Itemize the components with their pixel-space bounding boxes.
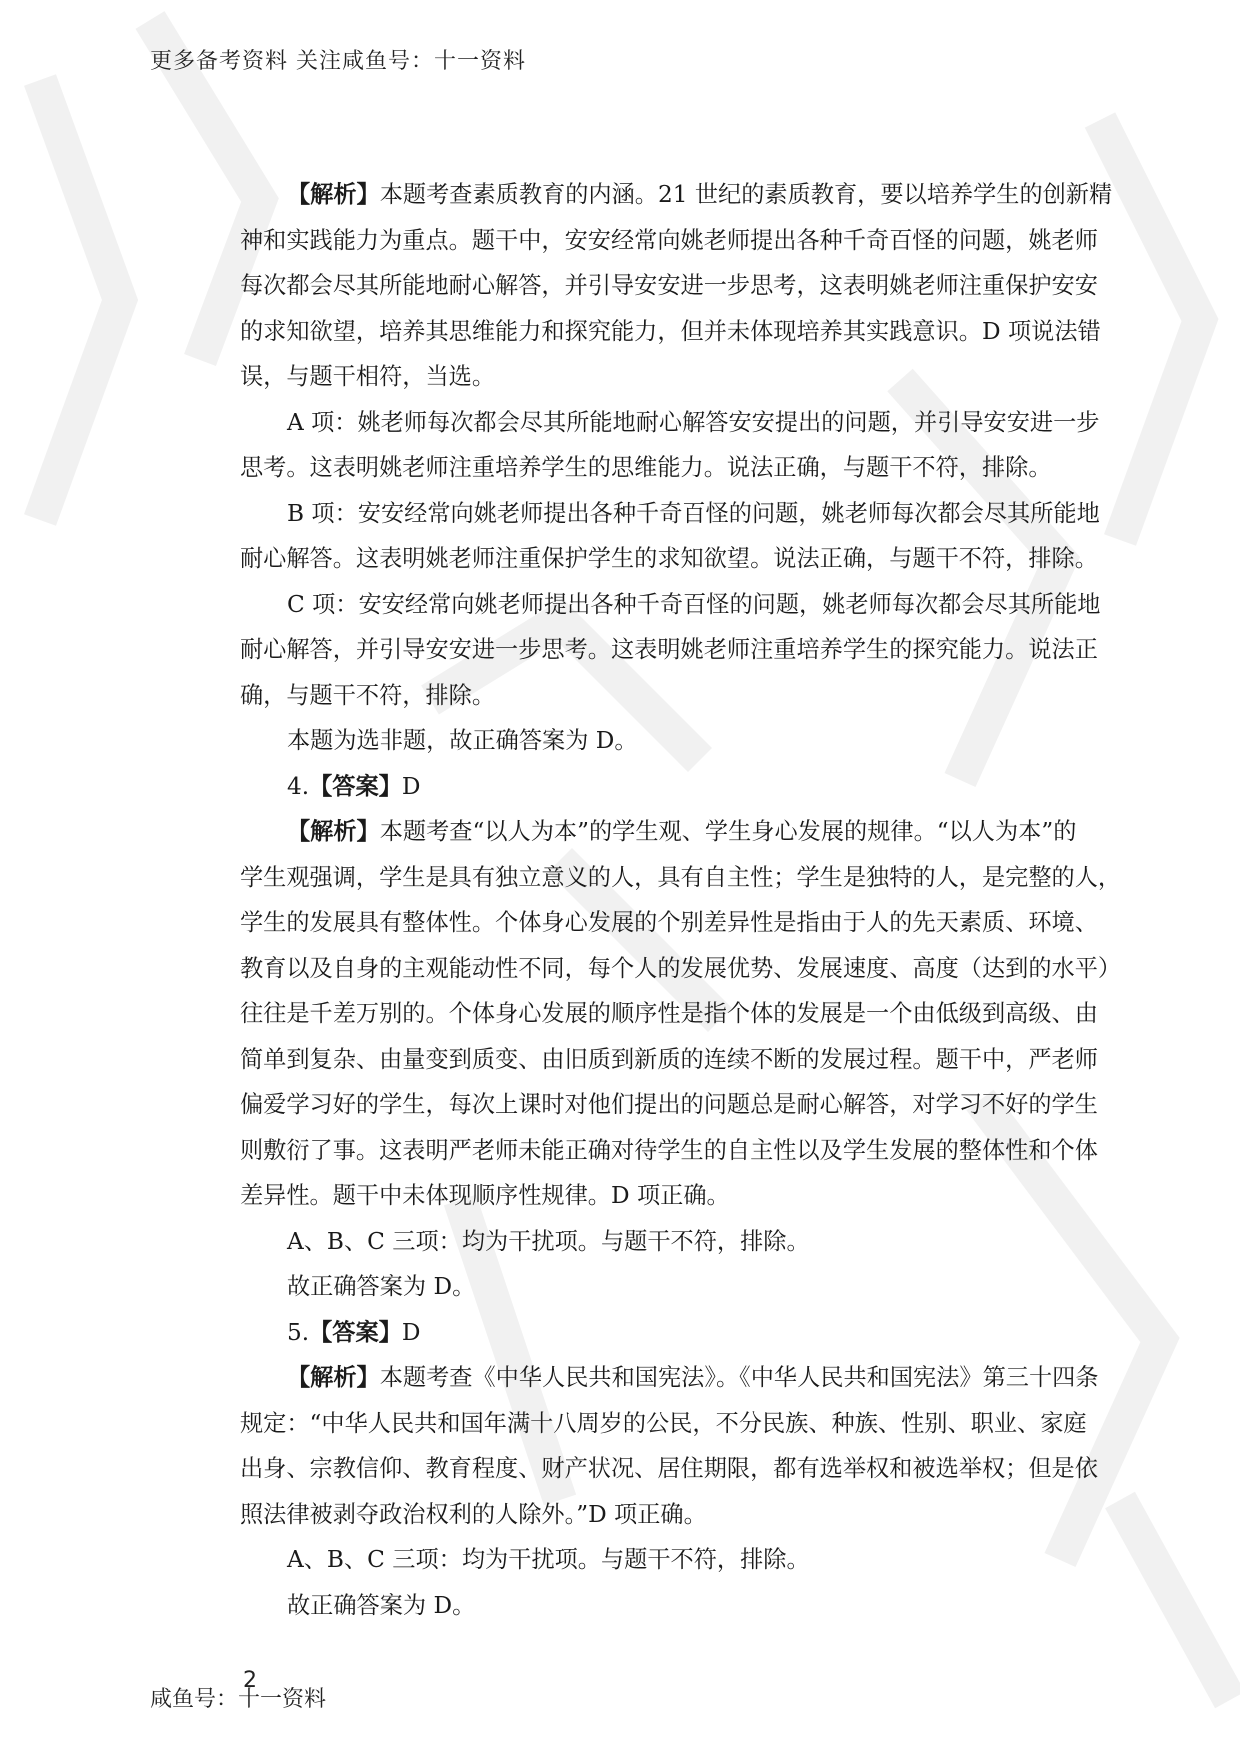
line-text: 本题考查素质教育的内涵。21 世纪的素质教育，要以培养学生的创新精 [379, 181, 1113, 208]
line-text: 神和实践能力为重点。题干中，安安经常向姚老师提出各种千奇百怪的问题，姚老师 [240, 226, 1098, 254]
text-line [240, 1037, 1140, 1083]
line-text: 则敷衍了事。这表明严老师未能正确对待学生的自主性以及学生发展的整体性和个体 [240, 1136, 1098, 1164]
line-text: 简单到复杂、由量变到质变、由旧质到新质的连续不断的发展过程。题干中，严老师 [240, 1045, 1098, 1073]
text-line [240, 218, 1140, 264]
question-number: 4. [287, 772, 310, 800]
line-text: 教育以及自身的主观能动性不同，每个人的发展优势、发展速度、高度（达到的水平） [240, 954, 1122, 982]
line-text: 学生观强调，学生是具有独立意义的人，具有自主性；学生是独特的人，是完整的人， [240, 863, 1122, 891]
line-text: 耐心解答。这表明姚老师注重保护学生的求知欲望。说法正确，与题干不符，排除。 [240, 545, 1098, 572]
text-line [240, 809, 1140, 855]
line-text: 故正确答案为 D。 [287, 1591, 476, 1619]
text-line [240, 491, 1140, 537]
line-text: 思考。这表明姚老师注重培养学生的思维能力。说法正确，与题干不符，排除。 [240, 454, 1052, 481]
line-text: B 项：安安经常向姚老师提出各种千奇百怪的问题，姚老师每次都会尽其所能地 [287, 499, 1100, 527]
text-line [240, 536, 1140, 582]
text-line [240, 582, 1140, 628]
section-label: 【解析】 [287, 818, 380, 845]
line-text: 确，与题干不符，排除。 [240, 681, 496, 709]
text-line [240, 400, 1140, 446]
question-number: 5. [287, 1318, 310, 1346]
text-line [240, 900, 1140, 946]
text-line [240, 1355, 1140, 1401]
text-line [240, 1492, 1140, 1538]
text-line [240, 673, 1140, 719]
section-label: 【答案】 [309, 1318, 402, 1346]
section-label: 【解析】 [287, 1364, 380, 1391]
line-text: D [401, 772, 421, 800]
line-text: 耐心解答，并引导安安进一步思考。这表明姚老师注重培养学生的探究能力。说法正 [240, 636, 1098, 663]
line-text: 本题考查《中华人民共和国宪法》。《中华人民共和国宪法》第三十四条 [379, 1364, 1099, 1391]
section-label: 【答案】 [309, 772, 402, 800]
line-text: 出身、宗教信仰、教育程度、财产状况、居住期限，都有选举权和被选举权；但是依 [240, 1455, 1098, 1482]
line-text: 照法律被剥夺政治权利的人除外。”D 项正确。 [240, 1500, 707, 1528]
text-line [240, 855, 1140, 901]
line-text: D [401, 1318, 421, 1346]
page-header: 更多备考资料 关注咸鱼号：十一资料 [150, 49, 526, 74]
line-text: 误，与题干相符，当选。 [240, 363, 496, 390]
line-text: 差异性。题干中未体现顺序性规律。D 项正确。 [240, 1182, 730, 1209]
line-text: 本题为选非题，故正确答案为 D。 [287, 727, 638, 754]
text-line [240, 172, 1140, 218]
text-line [240, 627, 1140, 673]
line-text: C 项：安安经常向姚老师提出各种千奇百怪的问题，姚老师每次都会尽其所能地 [287, 590, 1101, 618]
text-line [240, 1128, 1140, 1174]
text-line [240, 991, 1140, 1037]
page-number: 2 [243, 1668, 257, 1693]
line-text: A、B、C 三项：均为干扰项。与题干不符，排除。 [287, 1227, 810, 1255]
text-line [240, 445, 1140, 491]
text-line [240, 1583, 1140, 1629]
line-text: 学生的发展具有整体性。个体身心发展的个别差异性是指由于人的先天素质、环境、 [240, 909, 1098, 936]
section-label: 【解析】 [287, 181, 380, 208]
line-text: 规定：“中华人民共和国年满十八周岁的公民，不分民族、种族、性别、职业、家庭 [240, 1409, 1087, 1437]
line-text: 偏爱学习好的学生，每次上课时对他们提出的问题总是耐心解答，对学习不好的学生 [240, 1091, 1098, 1118]
text-line [240, 263, 1140, 309]
line-text: A、B、C 三项：均为干扰项。与题干不符，排除。 [287, 1546, 810, 1573]
text-line [240, 946, 1140, 992]
text-line [240, 1537, 1140, 1583]
line-text: 故正确答案为 D。 [287, 1273, 476, 1300]
text-line [240, 1446, 1140, 1492]
text-line [240, 764, 1140, 810]
text-line [240, 309, 1140, 355]
text-line [240, 1264, 1140, 1310]
line-text: A 项：姚老师每次都会尽其所能地耐心解答安安提出的问题，并引导安安进一步 [287, 408, 1100, 436]
text-line [240, 1082, 1140, 1128]
page-footer: 咸鱼号：十一资料 [150, 1687, 327, 1712]
text-line [240, 1310, 1140, 1356]
text-line [240, 354, 1140, 400]
text-line [240, 1219, 1140, 1265]
text-line [240, 1401, 1140, 1447]
text-line [240, 718, 1140, 764]
text-line [240, 1173, 1140, 1219]
line-text: 往往是千差万别的。个体身心发展的顺序性是指个体的发展是一个由低级到高级、由 [240, 1000, 1098, 1027]
document-body [240, 172, 1140, 1628]
line-text: 每次都会尽其所能地耐心解答，并引导安安进一步思考，这表明姚老师注重保护安安 [240, 272, 1098, 299]
line-text: 的求知欲望，培养其思维能力和探究能力，但并未体现培养其实践意识。D 项说法错 [240, 317, 1101, 345]
line-text: 本题考查“以人为本”的学生观、学生身心发展的规律。“以人为本”的 [379, 818, 1077, 845]
